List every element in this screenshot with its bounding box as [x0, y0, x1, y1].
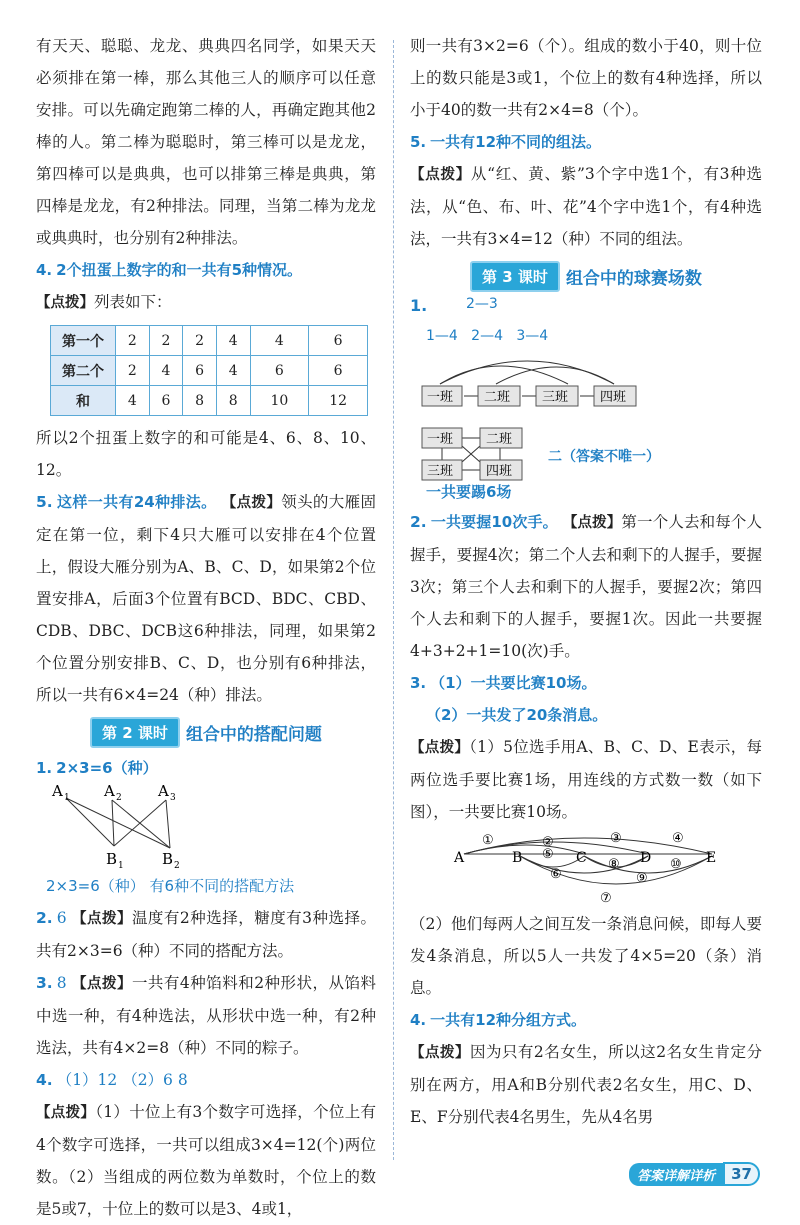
- class-2: 二班: [484, 390, 511, 405]
- table-cell: 2: [116, 356, 150, 386]
- table-cell: 2: [183, 326, 217, 356]
- l3q2-text: 第一个人去和每个人握手，要握4次；第二个人去和剩下的人握手，要握3次；第三个人去和剩下的人握手，要握2次；第四个人去和剩下的人握手，要握1次。因此一共要握4+3+2+1=10(次)手。: [410, 513, 763, 660]
- table-cell: 2: [116, 326, 150, 356]
- l3q2-block: [410, 506, 762, 667]
- match-5: ⑤: [542, 847, 554, 862]
- l3q2-answer: 一共要握10次手。: [430, 513, 558, 531]
- node-b2: B: [162, 850, 174, 868]
- pairing-diagram: [44, 784, 244, 870]
- l2q4-tip: [36, 1096, 376, 1225]
- table-cell: 4: [216, 356, 250, 386]
- table-cell: 4: [149, 356, 183, 386]
- q4-tip: [36, 286, 376, 319]
- q4-number: 4.: [36, 261, 53, 279]
- l3q2-number: 2.: [410, 513, 427, 531]
- class-4-b: 四班: [486, 464, 513, 479]
- table-cell: 6: [149, 386, 183, 416]
- l2q4-answer-text: （1）12 （2）6 8: [56, 1071, 188, 1089]
- match-6: ⑥: [550, 867, 562, 882]
- table-cell: 6: [309, 326, 368, 356]
- table-cell: 4: [216, 326, 250, 356]
- table-cell: 4: [250, 326, 309, 356]
- match-4: ④: [672, 831, 684, 846]
- l3q1-line1: 2—3: [466, 296, 498, 312]
- lesson-3-tag: 第 3 课时: [470, 261, 560, 292]
- l3q4-answer: [410, 1004, 762, 1036]
- table-row: [51, 386, 368, 416]
- player-e: E: [706, 850, 717, 866]
- tip-label: 【点拨】: [36, 295, 94, 311]
- l2q2-number: 2.: [36, 909, 53, 927]
- tip-label: 【点拨】: [562, 515, 622, 531]
- table-cell: 6: [183, 356, 217, 386]
- l3q3-text2: （2）他们每两人之间互发一条消息问候，即每人要发4条消息，所以5人一共发了4×5=20（条）消息。: [410, 915, 762, 997]
- table-row: [51, 326, 368, 356]
- match-1: ①: [482, 833, 494, 848]
- r-q5-number: 5.: [410, 133, 427, 151]
- l3q1-block: [410, 296, 762, 506]
- lesson-2-header: [36, 717, 376, 748]
- l2q1-caption: 2×3=6（种） 有6种不同的搭配方法: [46, 877, 295, 895]
- l3q4-text: 因为只有2名女生，所以这2名女生肯定分别在两方，用A和B分别代表2名女生，用C、D、E、F分别代表4名男生，先从4名男: [410, 1043, 763, 1126]
- q4-tip-text: 列表如下：: [94, 293, 172, 311]
- l2q2-block: [36, 902, 376, 967]
- right-column: [410, 30, 762, 1133]
- row-header: 第一个: [51, 326, 116, 356]
- tip-label: 【点拨】: [71, 976, 132, 992]
- l3q1-number: 1.: [410, 296, 428, 315]
- l2q3-answer: 8: [56, 974, 67, 992]
- q4-answer: [36, 254, 376, 286]
- l2q2-text: 温度有2种选择，糖度有3种选择。共有2×3=6（种）不同的搭配方法。: [36, 909, 376, 960]
- player-a: A: [454, 850, 465, 866]
- tip-label: 【点拨】: [410, 167, 471, 183]
- match-3: ③: [610, 831, 622, 846]
- intro-paragraph: 有天天、聪聪、龙龙、典典四名同学，如果天天必须排在第一棒，那么其他三人的顺序可以任意安排。可以先确定跑第二棒的人，再确定跑其他2棒的人。第二棒为聪聪时，第三棒可以是龙龙，第四棒可以是典典，也可以排第三棒是典典，第四棒是龙龙，有2种排法。同理，当第二棒为龙龙或典典时，也分别有2种排法。: [36, 37, 376, 247]
- footer-label: 答案详解详析: [629, 1163, 723, 1186]
- r-q5-tip: [410, 158, 762, 255]
- q4-conclusion: 所以2个扭蛋上数字的和可能是4、6、8、10、12。: [36, 429, 376, 479]
- l3q3-answer1-text: （1）一共要比赛10场。: [430, 674, 597, 692]
- tip-label: 【点拨】: [410, 740, 470, 756]
- l3q4-answer-text: 一共有12种分组方式。: [430, 1011, 587, 1029]
- node-a1: A: [52, 784, 63, 800]
- l2q3-number: 3.: [36, 974, 53, 992]
- sum-table: [50, 325, 368, 416]
- table-cell: 12: [309, 386, 368, 416]
- r-q5-text: 从“红、黄、紫”3个字中选1个，有3种选法，从“色、布、叶、花”4个字中选1个，有4种选法，一共有3×4=12（种）不同的组法。: [410, 165, 762, 248]
- page-number: 37: [723, 1162, 760, 1186]
- class-1: 一班: [427, 390, 454, 405]
- l3q1-alt-note: 二（答案不唯一）: [548, 449, 660, 465]
- node-a3-sub: 3: [170, 793, 176, 803]
- r-q5-answer: [410, 126, 762, 158]
- player-d: D: [640, 850, 652, 866]
- lesson-2-tag: 第 2 课时: [90, 717, 180, 748]
- node-a2: A: [104, 784, 115, 800]
- column-divider: [393, 40, 394, 1160]
- table-row: [51, 356, 368, 386]
- l2q4-number: 4.: [36, 1071, 53, 1089]
- continued-paragraph: 则一共有3×2=6（个）。组成的数小于40，则十位上的数只能是3或1，个位上的数有4种选择，所以小于40的数一共有2×4=8（个）。: [410, 37, 762, 119]
- match-9: ⑨: [636, 871, 648, 886]
- l2q1-answer: [36, 752, 376, 784]
- q5-answer: 这样一共有24种排法。: [56, 493, 217, 511]
- l3q1-line2: 1—4 2—4 3—4: [426, 328, 549, 344]
- q5-block: [36, 486, 376, 711]
- tip-label: 【点拨】: [36, 1105, 96, 1121]
- match-7: ⑦: [600, 891, 612, 906]
- match-2: ②: [542, 835, 554, 850]
- l3q3-answer1: [410, 667, 762, 699]
- node-b1: B: [106, 850, 118, 868]
- q5-number: 5.: [36, 493, 53, 511]
- row-header: 和: [51, 386, 116, 416]
- l3q3-answer2: （2）一共发了20条消息。: [426, 706, 608, 724]
- l2q2-answer: 6: [56, 909, 67, 927]
- class-3: 三班: [542, 390, 569, 405]
- tip-label: 【点拨】: [71, 911, 132, 927]
- player-c: C: [576, 850, 587, 866]
- node-a2-sub: 2: [116, 793, 122, 803]
- l2q1-number: 1.: [36, 759, 53, 777]
- class-3-b: 三班: [427, 464, 454, 479]
- class-4: 四班: [600, 390, 627, 405]
- node-b1-sub: 1: [118, 861, 124, 870]
- table-cell: 8: [216, 386, 250, 416]
- lesson-2-title: 组合中的搭配问题: [185, 725, 322, 745]
- q5-text: 领头的大雁固定在第一位，剩下4只大雁可以安排在4个位置上，假设大雁分别为A、B、C、D，如果第2个位置安排A，后面3个位置有BCD、BDC、CBD、CDB、DBC、DCB这6种排法，同理，如果第2个位置分别安排B、C、D，也分别有6种排法，所以一共有6×4=24（种）排法。: [36, 493, 377, 704]
- tournament-diagram: [450, 828, 750, 908]
- tip-label: 【点拨】: [221, 495, 282, 511]
- l2q1-answer-text: 2×3=6（种）: [56, 759, 158, 777]
- node-a1-sub: 1: [64, 793, 70, 803]
- lesson-3-header: [410, 261, 762, 292]
- table-cell: 4: [116, 386, 150, 416]
- node-b2-sub: 2: [174, 861, 180, 870]
- page-footer: [629, 1162, 760, 1186]
- l3q4-number: 4.: [410, 1011, 427, 1029]
- table-cell: 6: [309, 356, 368, 386]
- l2q4-text: （1）十位上有3个数字可选择，个位上有4个数字可选择，一共可以组成3×4=12(个)两位数。（2）当组成的两位数为单数时，个位上的数是5或7，十位上的数可以是3、4或1，: [36, 1103, 376, 1218]
- row-header: 第二个: [51, 356, 116, 386]
- l2q3-block: [36, 967, 376, 1064]
- l3q3-number: 3.: [410, 674, 427, 692]
- l3q1-answer: 一共要踢6场: [426, 483, 512, 501]
- q4-answer-text: 2个扭蛋上数字的和一共有5种情况。: [56, 261, 303, 279]
- tip-label: 【点拨】: [410, 1045, 470, 1061]
- l3q3-tip: [410, 731, 762, 828]
- left-column: [36, 30, 376, 1225]
- table-cell: 10: [250, 386, 309, 416]
- node-a3: A: [158, 784, 169, 800]
- l2q3-text: 一共有4种馅料和2种形状，从馅料中选一种，有4种选法，从形状中选一种，有2种选法，共有4×2=8（种）不同的粽子。: [36, 974, 376, 1057]
- match-10: ⑩: [670, 857, 682, 872]
- lesson-3-title: 组合中的球赛场数: [565, 269, 702, 289]
- r-q5-answer-text: 一共有12种不同的组法。: [430, 133, 602, 151]
- table-cell: 6: [250, 356, 309, 386]
- l3q4-tip: [410, 1036, 762, 1133]
- class-1-b: 一班: [427, 432, 454, 447]
- l3q3-text: （1）5位选手用A、B、C、D、E表示，每两位选手要比赛1场，用连线的方式数一数（如下图），一共要比赛10场。: [410, 738, 762, 821]
- table-cell: 8: [183, 386, 217, 416]
- l2q4-answer: [36, 1064, 376, 1096]
- table-cell: 2: [149, 326, 183, 356]
- player-b: B: [512, 850, 523, 866]
- match-8: ⑧: [608, 857, 620, 872]
- class-2-b: 二班: [486, 432, 513, 447]
